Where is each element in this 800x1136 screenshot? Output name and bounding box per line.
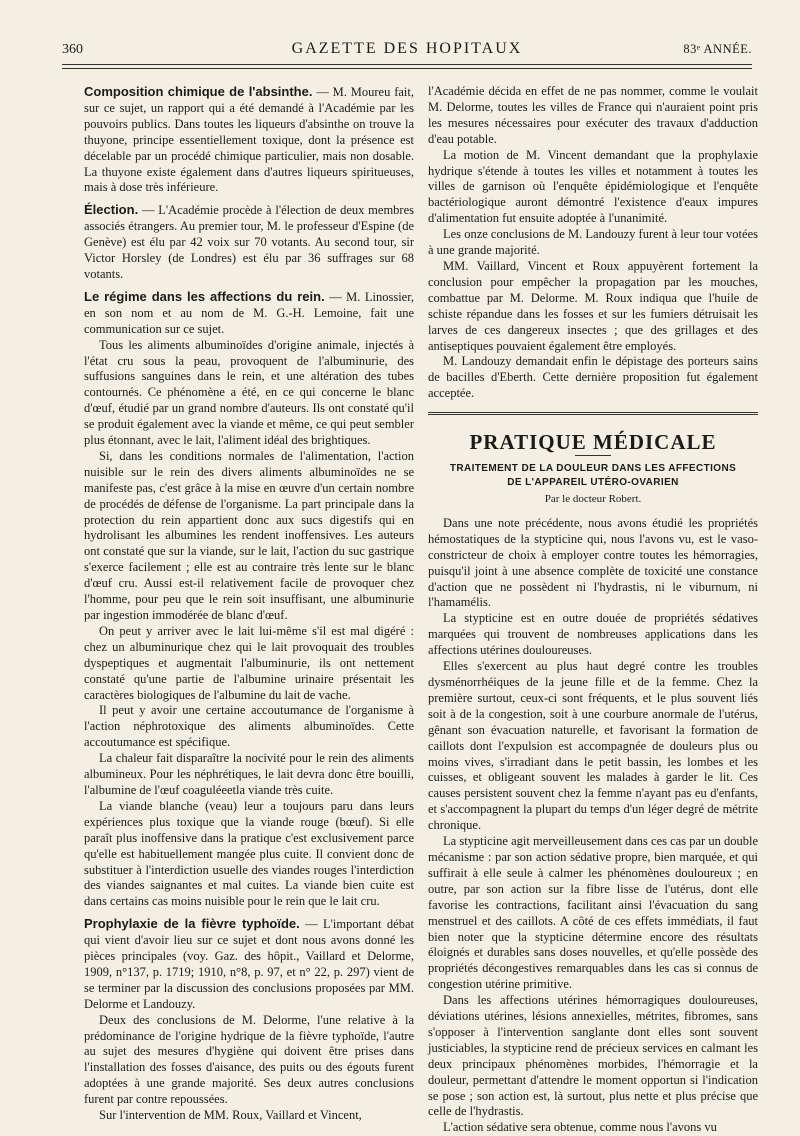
paragraph [84,84,414,196]
paragraph [84,289,414,338]
paragraph: L'action sédative sera obtenue, comme nous l'avons vu [443,1120,717,1135]
paragraph: Il peut y avoir une certaine accoutumance de l'organisme à l'action néphrotoxique des aliments albuminoïdes. Cette accoutumance est spécifique. [84,703,414,750]
paragraph: Deux des conclusions de M. Delorme, l'une relative à la prédominance de l'origine hydrique de la fièvre typhoïde, l'autre au sujet des mesures d'hygiène qui doivent être prises dans l'installation des fosses d'aisance, des puits ou des égouts furent adoptées à une grande majorité. Ses deux autres conclusions furent par contre repoussées. [84,1012,414,1107]
page-number: 360 [62,42,83,57]
section-heading: Élection. [84,202,139,218]
paragraph [84,916,414,1012]
section-heading: Prophylaxie de la fièvre typhoïde. [84,916,300,932]
paragraph: La chaleur fait disparaître la nocivité pour le rein des aliments albumineux. Pour les néphrétiques, le lait devra donc être bouilli, l'albumine de l'œuf coaguléeetla viande très cuite. [84,751,414,797]
paragraph: On peut y arriver avec le lait lui-même s'il est mal digéré : chez un albuminurique chez qui le lait provoquait des troubles dyspeptiques et augmentait l'albuminurie, ils ont nettement constaté qu'une partie de l'albumine urinaire présentait les caractères biologiques de l'albumine du lait de vache. [84,623,414,702]
paragraph-text: — L'important débat qui vient d'avoir lieu sur ce sujet et dont nous avons donné les pièces principales (voy. Gaz. des hôpit., Vaillard et Delorme, 1909, n°137, p. 1719; 1910, n°8, p. 97, et n° 22, p. 297) vient de se terminer par la discussion des conclusions proposées par MM. Delorme et Landouzy. [84,917,414,1011]
paragraph-text: — M. Linossier, en son nom et au nom de M. G.-H. Lemoine, fait une communication sur ce sujet. [84,289,414,336]
section-divider [428,412,758,415]
left-column [84,84,414,1124]
paragraph: La stypticine est en outre douée de propriétés sédatives marquées qui trouvent de nombreuses applications dans les affections utérines douloureuses. [428,611,758,658]
paragraph: La motion de M. Vincent demandant que la prophylaxie hydrique s'étende à toutes les villes et notamment à toutes les villes de garnison où l'enquête épidémiologique et l'enquête bactériologique auront démontré l'existence d'eaux impures d'alimentation fut ensuite adoptée à l'unanimité. [428,147,758,226]
paragraph: Sur l'intervention de MM. Roux, Vaillard et Vincent, [99,1108,362,1123]
paragraph: Si, dans les conditions normales de l'alimentation, l'action nuisible sur le rein des divers aliments albuminoïdes ne se manifeste pas, c'est grâce à la mise en œuvre d'un certain nombre de procédés de défense de l'organisme. La part principale dans la protection du rein appartient donc aux sucs digestifs qui en hydrolisant les albumines les rendent inoffensives. Les auteurs ont constaté que sur la viande, sur le lait, l'action du suc gastrique s'exerce facilement ; elle est au contraire très lente sur le blanc d'œuf cru. Aussi est-il relativement facile de provoquer chez l'homme, pour peu que le rein soit insuffisant, une albuminurie par ingestion immodérée de blanc d'œuf. [84,448,414,622]
paragraph: La viande blanche (veau) leur a toujours paru dans leurs expériences plus toxique que la viande rouge (bœuf). Si elle paraît plus inoffensive dans la pratique c'est exclusivement parce qu'elle est habituellement mangée plus cuite. Il convient donc de substituer à l'interdiction usuelle des viandes rouges l'interdiction des viandes saignantes et mal cuites. La viande bien cuite est dans certains cas moins nuisible pour le rein que le lait cru. [84,798,414,909]
paragraph [84,202,414,283]
header-rule-2 [62,68,752,69]
title-rule [575,455,611,456]
right-column [428,84,758,1136]
paragraph: Tous les aliments albuminoïdes d'origine animale, injectés à l'état cru sous la peau, provoquent de l'albuminurie, des suffusions sanguines dans le rein, et une altération des tubes contournés. Ce phénomène a été, en ce qui concerne le blanc d'œuf, étudié par un grand nombre d'auteurs. Ils ont constaté qu'il se produit également avec la viande et même, ce qui peut sembler plus étonnant, avec le lait, l'aliment idéal des brightiques. [84,337,414,448]
year-label: 83ᵉ ANNÉE. [683,42,752,56]
paragraph-text: — L'Académie procède à l'élection de deux membres associés étrangers. Au premier tour, M. le professeur d'Espine (de Genève) est élu par 42 voix sur 70 votants. Au second tour, sir Victor Horsley (de Londres) est élu par 36 suffrages sur 68 votants. [84,203,414,281]
article-title-line: DE L'APPAREIL UTÉRO-OVARIEN [507,477,679,489]
paragraph: l'Académie décida en effet de ne pas nommer, comme le voulait M. Delorme, toutes les villes de France qui n'auraient point pris les mesures nécessaires pour exécuter des travaux d'adduction d'eau potable. [428,84,758,146]
article-title [428,462,758,490]
paragraph: M. Landouzy demandait enfin le dépistage des porteurs sains de bacilles d'Eberth. Cette dernière proposition fut également acceptée. [428,354,758,401]
header-rule [62,64,752,65]
paragraph: MM. Vaillard, Vincent et Roux appuyèrent fortement la conclusion pour empêcher la propagation par les mouches, combattue par M. Delorme. M. Roux indiqua que l'huile de schiste répandue dans les fosses et sur les fumiers détruisait les larves de ces dangereux insectes ; que des grillages et des antiseptiques pouvaient également être employés. [428,258,758,353]
running-header [62,38,752,62]
section-title: PRATIQUE MÉDICALE [469,430,717,455]
article-title-line: TRAITEMENT DE LA DOULEUR DANS LES AFFECTIONS [449,463,737,475]
journal-title: GAZETTE DES HOPITAUX [291,40,523,57]
paragraph: La stypticine agit merveilleusement dans ces cas par un double mécanisme : par son action sédative propre, bien marquée, et qui suffirait à elle seule à calmer les phénomènes douloureux ; en outre, par son action sur la fibre lisse de l'utérus, dont elle favorise les contractions, facilitant ainsi l'évacuation du sang menstruel et des caillots. A côté de ces effets immédiats, il faut bien noter que la stypticine détermine encore des résultats éloignés et durables sans doses nouvelles, et qu'elle possède des propriétés décongestives remarquables dans les cas si connus de congestion utérine primitive. [428,834,758,992]
paragraph: Elles s'exercent au plus haut degré contre les troubles dysménorrhéiques de la jeune fille et de la femme. Chez la première surtout, ceux-ci sont fréquents, et le plus souvent liés soit à de la congestion, soit à une courbure anormale de l'utérus, gênant son évacuation naturelle, et favorisant la formation de caillots dont l'expulsion est accompagnée de douleurs plus ou moins vives, s'irradiant dans le petit bassin, les lombes et les cuisses, et obligeant souvent les malades à garder le lit. Ces causes persistent souvent chez la femme n'ayant pas eu d'enfants, et s'accompagnent la plupart du temps d'un léger degré de métrite chronique. [428,659,758,833]
paragraph: Les onze conclusions de M. Landouzy furent à leur tour votées à une grande majorité. [428,227,758,258]
paragraph-text: — M. Moureu fait, sur ce sujet, un rapport qui a été demandé à l'Académie par les pouvoirs publics. Dans toutes les liqueurs d'absinthe on trouve la thuyone, principe essentiellement toxique, dont la présence est décelable par un procédé chimique particulier, mais non dosable. La thuyone existe également dans d'autres liqueurs spiritueuses, mais à dose très inférieure. [84,85,414,195]
section-heading: Composition chimique de l'absinthe. [84,84,313,99]
paragraph: Dans une note précédente, nous avons étudié les propriétés hémostatiques de la stypticine qui, nous l'avons vu, est le vaso-constricteur de choix à employer contre toutes les hémorragies, puisqu'il joint à une absence complète de toxicité une constance d'action que ne possèdent ni l'hydrastis, ni le viburnum, ni l'hamamélis. [428,515,758,610]
byline: Par le docteur Robert. [544,493,642,506]
section-heading: Le régime dans les affections du rein. [84,288,325,304]
paragraph: Dans les affections utérines hémorragiques douloureuses, déviations utérines, lésions annexielles, métrites, fibromes, sans s'opposer à l'intervention sanglante dont elles sont souvent justiciables, la stypticine rend de précieux services en calmant les deux principaux phénomènes morbides, l'hémorragie et la douleur, permettant d'attendre le moment opportun si l'indication se pose ; son action est, là surtout, plus nette et plus précise que celle de l'hydrastis. [428,993,758,1119]
